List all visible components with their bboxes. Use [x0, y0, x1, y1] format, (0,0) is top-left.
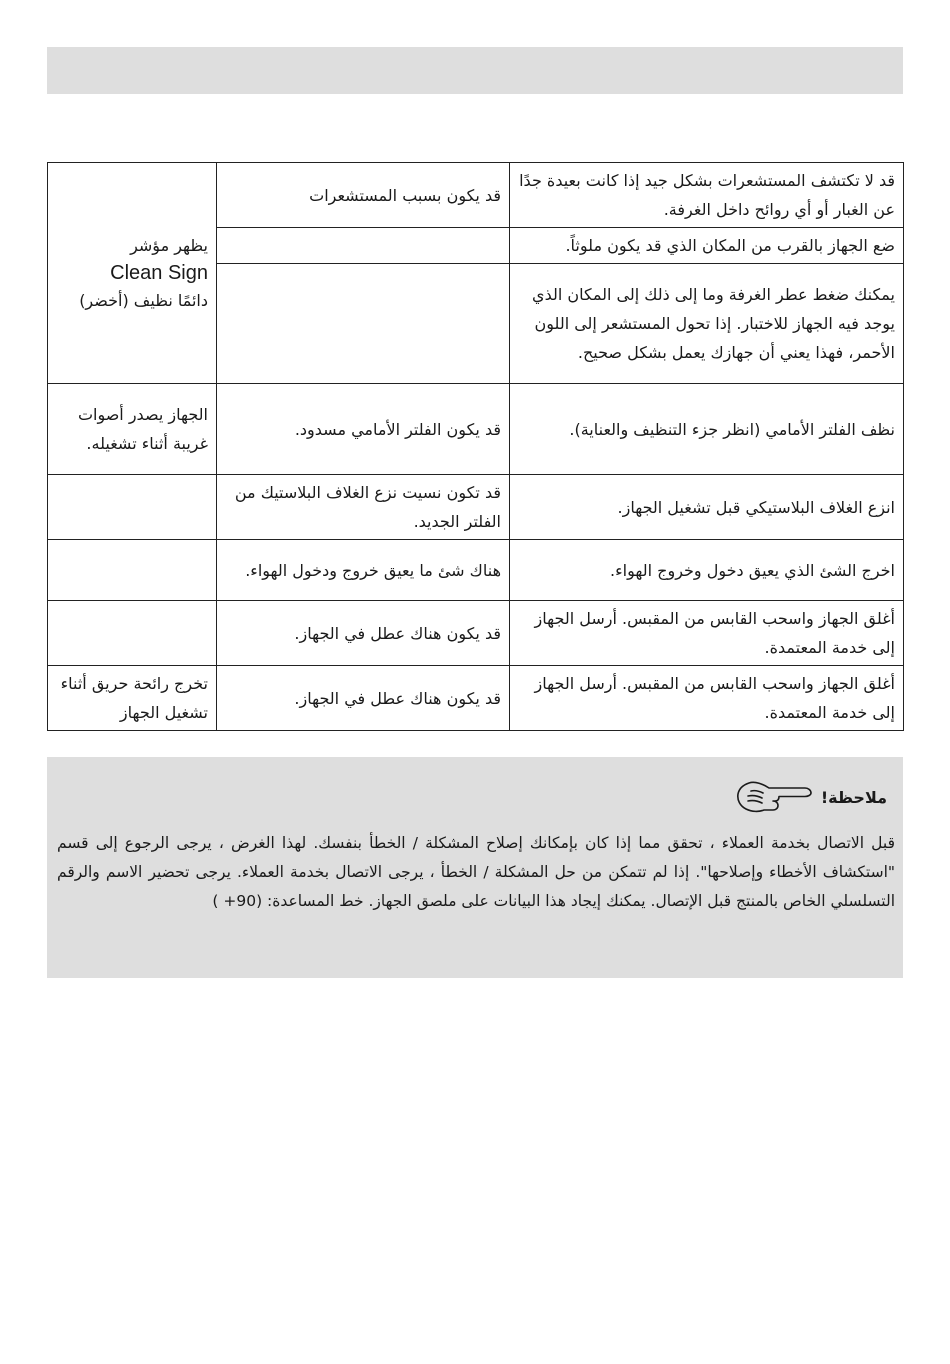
problem-cell [48, 163, 217, 384]
cause-cell: قد يكون هناك عطل في الجهاز. [217, 666, 510, 731]
solution-cell: انزع الغلاف البلاستيكي قبل تشغيل الجهاز. [510, 475, 904, 540]
solution-cell: ضع الجهاز بالقرب من المكان الذي قد يكون ملوثاً. [510, 228, 904, 264]
problem-text: يظهر مؤشر [130, 236, 208, 255]
solution-cell: أغلق الجهاز واسحب القابس من المقبس. أرسل الجهاز إلى خدمة المعتمدة. [510, 666, 904, 731]
note-box [47, 757, 903, 978]
problem-cell: تخرج رائحة حريق أثناء تشغيل الجهاز [48, 666, 217, 731]
problem-cell [48, 601, 217, 666]
pointing-hand-icon [733, 779, 813, 815]
cause-cell [217, 228, 510, 264]
cause-cell: قد يكون بسبب المستشعرات [217, 163, 510, 228]
solution-cell: يمكنك ضغط عطر الغرفة وما إلى ذلك إلى المكان الذي يوجد فيه الجهاز للاختبار. إذا تحول المستشعر إلى اللون الأحمر، فهذا يعني أن جهازك يعمل بشكل صحيح. [510, 264, 904, 384]
table-row [48, 475, 904, 540]
problem-text: دائمًا نظيف (أخضر) [79, 291, 208, 310]
note-body: قبل الاتصال بخدمة العملاء ، تحقق مما إذا كان بإمكانك إصلاح المشكلة / الخطأ بنفسك. لهذا الغرض ، يرجى الرجوع إلى قسم "استكشاف الأخطاء وإصلاحها". إذا لم تتمكن من حل المشكلة / الخطأ ، يرجى الاتصال بخدمة العملاء. يرجى تحضير الاسم والرقم التسلسلي الخاص بالمنتج قبل الإتصال. يمكنك إيجاد هذا البيانات على ملصق الجهاز. خط المساعدة: (90+ ) [57, 834, 895, 910]
table-row [48, 601, 904, 666]
header-bar [47, 47, 903, 94]
table-row [48, 666, 904, 731]
solution-cell: قد لا تكتشف المستشعرات بشكل جيد إذا كانت بعيدة جدًا عن الغبار أو أي روائح داخل الغرفة. [510, 163, 904, 228]
solution-cell: اخرج الشئ الذي يعيق دخول وخروج الهواء. [510, 540, 904, 601]
cause-cell: قد يكون هناك عطل في الجهاز. [217, 601, 510, 666]
table-row [48, 384, 904, 475]
problem-cell [48, 540, 217, 601]
clean-sign-label: Clean Sign [110, 262, 208, 284]
solution-cell: نظف الفلتر الأمامي (انظر جزء التنظيف والعناية). [510, 384, 904, 475]
cause-cell: هناك شئ ما يعيق خروج ودخول الهواء. [217, 540, 510, 601]
table-row [48, 163, 904, 228]
solution-cell: أغلق الجهاز واسحب القابس من المقبس. أرسل الجهاز إلى خدمة المعتمدة. [510, 601, 904, 666]
problem-cell [48, 475, 217, 540]
note-title: ملاحظة! [820, 787, 887, 807]
cause-cell: قد تكون نسيت نزع الغلاف البلاستيك من الفلتر الجديد. [217, 475, 510, 540]
cause-cell [217, 264, 510, 384]
problem-cell: الجهاز يصدر أصوات غريبة أثناء تشغيله. [48, 384, 217, 475]
troubleshooting-table [47, 162, 904, 731]
note-header [733, 779, 887, 815]
cause-cell: قد يكون الفلتر الأمامي مسدود. [217, 384, 510, 475]
table-row [48, 540, 904, 601]
